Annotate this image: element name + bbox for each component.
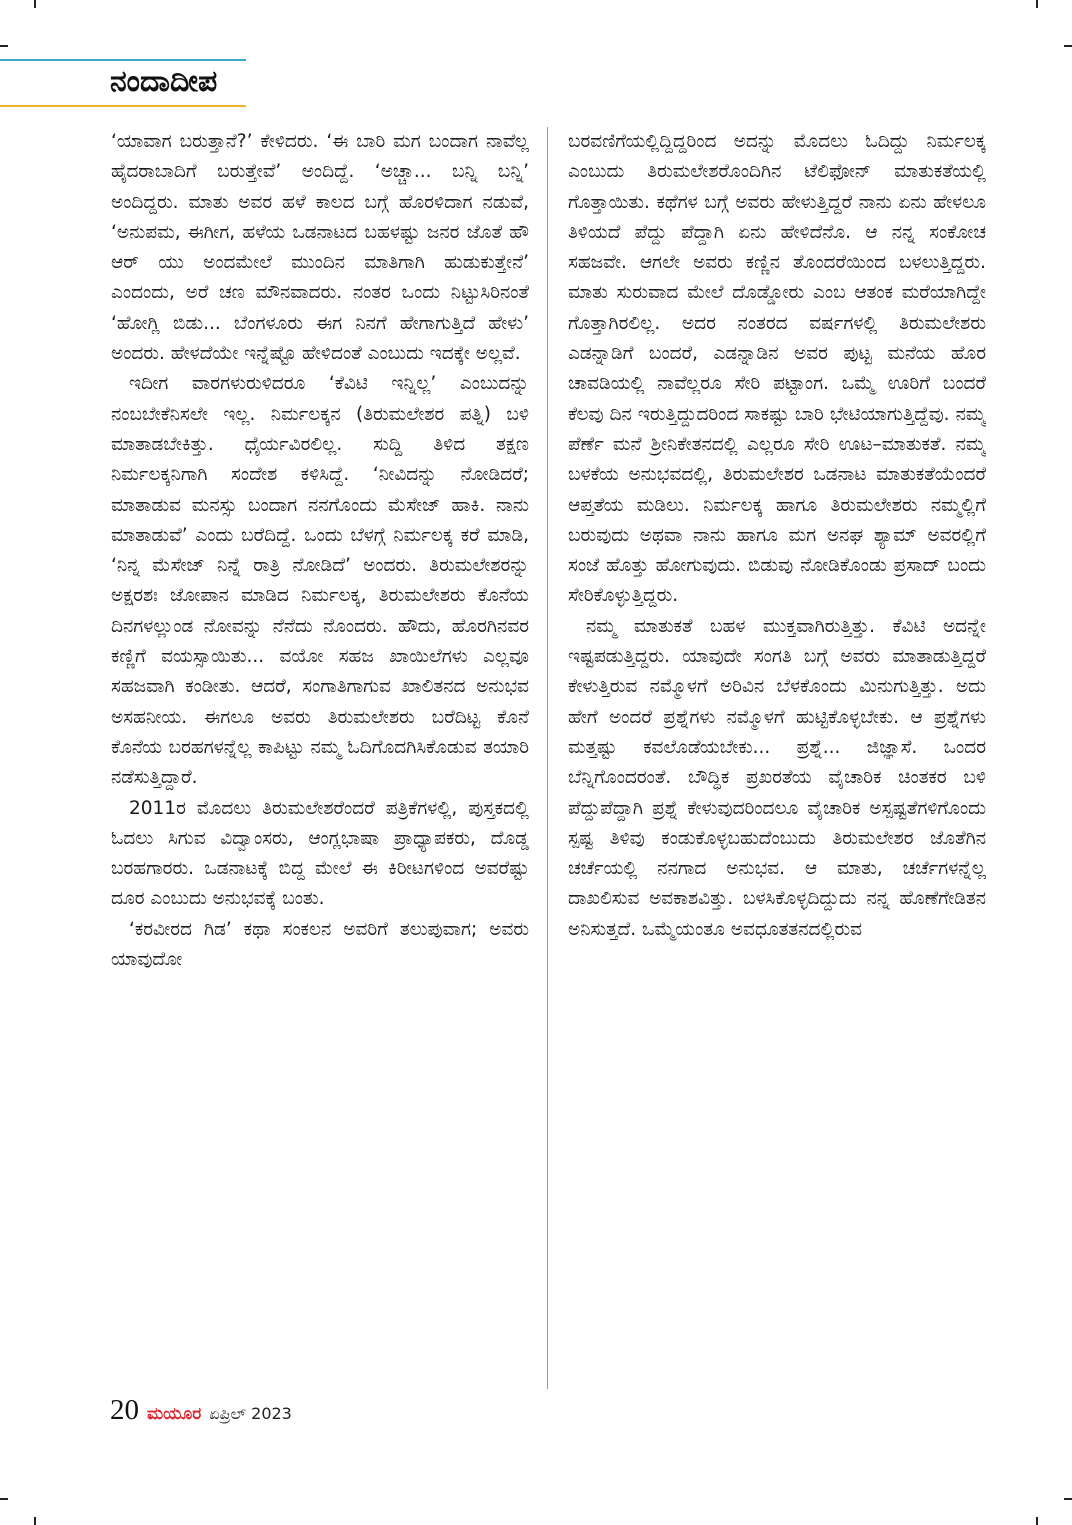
crop-mark [34,1517,36,1525]
column-divider [547,127,548,1389]
paragraph: ಬರವಣಿಗೆಯಲ್ಲಿದ್ದಿದ್ದರಿಂದ ಅದನ್ನು ಮೊದಲು ಓದಿದ್ದು ನಿರ್ಮಲಕ್ಕ ಎಂಬುದು ತಿರುಮಲೇಶರೊಂದಿಗಿನ ಟೆಲಿಫೋನ್ ಮಾತುಕತೆಯಲ್ಲಿ ಗೊತ್ತಾಯಿತು. ಕಥೆಗಳ ಬಗ್ಗೆ ಅವರು ಹೇಳುತ್ತಿದ್ದರೆ ನಾನು ಏನು ಹೇಳಲೂ ತಿಳಿಯದೆ ಪೆದ್ದು ಪೆದ್ದಾಗಿ ಏನು ಹೇಳಿದೆನೊ. ಆ ನನ್ನ ಸಂಕೋಚ ಸಹಜವೇ. ಆಗಲೇ ಅವರು ಕಣ್ಣಿನ ತೊಂದರೆಯಿಂದ ಬಳಲುತ್ತಿದ್ದರು. ಮಾತು ಸುರುವಾದ ಮೇಲೆ ದೊಡ್ಡೋರು ಎಂಬ ಆತಂಕ ಮರೆಯಾಗಿದ್ದೇ ಗೊತ್ತಾಗಿರಲಿಲ್ಲ. ಅದರ ನಂತರದ ವರ್ಷಗಳಲ್ಲಿ ತಿರುಮಲೇಶರು ಎಡನ್ನಾಡಿಗೆ ಬಂದರೆ, ಎಡನ್ನಾಡಿನ ಅವರ ಪುಟ್ಟ ಮನೆಯ ಹೊರ ಚಾವಡಿಯಲ್ಲಿ ನಾವೆಲ್ಲರೂ ಸೇರಿ ಪಟ್ಟಾಂಗ. ಒಮ್ಮೆ ಊರಿಗೆ ಬಂದರೆ ಕೆಲವು ದಿನ ಇರುತ್ತಿದ್ದುದರಿಂದ ಸಾಕಷ್ಟು ಬಾರಿ ಭೇಟಿಯಾಗುತ್ತಿದ್ದೆವು. ನಮ್ಮ ಪೆರ್ಣೆ ಮನೆ ಶ್ರೀನಿಕೇತನದಲ್ಲಿ ಎಲ್ಲರೂ ಸೇರಿ ಊಟ–ಮಾತುಕತೆ. ನಮ್ಮ ಬಳಕೆಯ ಅನುಭವದಲ್ಲಿ, ತಿರುಮಲೇಶರ ಒಡನಾಟ ಮಾತುಕತೆಯೆಂದರೆ ಆಪ್ತತೆಯ ಮಡಿಲು. ನಿರ್ಮಲಕ್ಕ ಹಾಗೂ ತಿರುಮಲೇಶರು ನಮ್ಮಲ್ಲಿಗೆ ಬರುವುದು ಅಥವಾ ನಾನು ಹಾಗೂ ಮಗ ಅನಘ ಶ್ಯಾಮ್ ಅವರಲ್ಲಿಗೆ ಸಂಜೆ ಹೊತ್ತು ಹೋಗುವುದು. ಬಿಡುವು ನೋಡಿಕೊಂಡು ಪ್ರಸಾದ್ ಬಂದು ಸೇರಿಕೊಳ್ಳುತ್ತಿದ್ದರು. [568,131,986,607]
paragraph: ಇದೀಗ ವಾರಗಳುರುಳಿದರೂ ‘ಕೆವಿಟಿ ಇನ್ನಿಲ್ಲ’ ಎಂಬುದನ್ನು ನಂಬಬೇಕೆನಿಸಲೇ ಇಲ್ಲ. ನಿರ್ಮಲಕ್ಕನ (ತಿರುಮಲೇಶರ ಪತ್ನಿ) ಬಳಿ ಮಾತಾಡಬೇಕಿತ್ತು. ಧೈರ್ಯವಿರಲಿಲ್ಲ. ಸುದ್ದಿ ತಿಳಿದ ತಕ್ಷಣ ನಿರ್ಮಲಕ್ಕನಿಗಾಗಿ ಸಂದೇಶ ಕಳಿಸಿದ್ದೆ. ‘ನೀವಿದನ್ನು ನೋಡಿದರೆ; ಮಾತಾಡುವ ಮನಸ್ಸು ಬಂದಾಗ ನನಗೊಂದು ಮೆಸೇಜ್ ಹಾಕಿ. ನಾನು ಮಾತಾಡುವೆ’ ಎಂದು ಬರೆದಿದ್ದೆ. ಒಂದು ಬೆಳಗ್ಗೆ ನಿರ್ಮಲಕ್ಕ ಕರೆ ಮಾಡಿ, ‘ನಿನ್ನ ಮೆಸೇಜ್ ನಿನ್ನೆ ರಾತ್ರಿ ನೋಡಿದೆ’ ಅಂದರು. ತಿರುಮಲೇಶರನ್ನು ಅಕ್ಷರಶಃ ಜೋಪಾನ ಮಾಡಿದ ನಿರ್ಮಲಕ್ಕ, ತಿರುಮಲೇಶರು ಕೊನೆಯ ದಿನಗಳಲ್ಲುಂಡ ನೋವನ್ನು ನೆನೆದು ನೊಂದರು. ಹೌದು, ಹೊರಗಿನವರ ಕಣ್ಣಿಗೆ ವಯಸ್ಸಾಯಿತು... ವಯೋ ಸಹಜ ಖಾಯಿಲೆಗಳು ಎಲ್ಲವೂ ಸಹಜವಾಗಿ ಕಂಡೀತು. ಆದರೆ, ಸಂಗಾತಿಗಾಗುವ ಖಾಲಿತನದ ಅನುಭವ ಅಸಹನೀಯ. ಈಗಲೂ ಅವರು ತಿರುಮಲೇಶರು ಬರೆದಿಟ್ಟ ಕೊನೆ ಕೊನೆಯ ಬರಹಗಳನ್ನೆಲ್ಲ ಕಾಪಿಟ್ಟು ನಮ್ಮ ಓದಿಗೊದಗಿಸಿಕೊಡುವ ತಯಾರಿ ನಡೆಸುತ್ತಿದ್ದಾರೆ. [111,373,529,789]
paragraph: 2011ರ ಮೊದಲು ತಿರುಮಲೇಶರೆಂದರೆ ಪತ್ರಿಕೆಗಳಲ್ಲಿ, ಪುಸ್ತಕದಲ್ಲಿ ಓದಲು ಸಿಗುವ ವಿದ್ವಾಂಸರು, ಆಂಗ್ಲಭಾಷಾ ಪ್ರಾಧ್ಯಾಪಕರು, ದೊಡ್ಡ ಬರಹಗಾರರು. ಒಡನಾಟಕ್ಕೆ ಬಿದ್ದ ಮೇಲೆ ಈ ಕಿರೀಟಗಳಿಂದ ಅವರೆಷ್ಟು ದೂರ ಎಂಬುದು ಅನುಭವಕ್ಕೆ ಬಂತು. [111,797,529,910]
crop-mark [1064,1498,1072,1500]
paragraph: ‘ಕರವೀರದ ಗಿಡ’ ಕಥಾ ಸಂಕಲನ ಅವರಿಗೆ ತಲುಪುವಾಗ; ಅವರು ಯಾವುದೋ [111,918,529,971]
paragraph: ‘ಯಾವಾಗ ಬರುತ್ತಾನೆ?’ ಕೇಳಿದರು. ‘ಈ ಬಾರಿ ಮಗ ಬಂದಾಗ ನಾವೆಲ್ಲ ಹೈದರಾಬಾದಿಗೆ ಬರುತ್ತೇವೆ’ ಅಂದಿದ್ದೆ. ‘ಅಚ್ಚಾ... ಬನ್ನಿ ಬನ್ನಿ’ ಅಂದಿದ್ದರು. ಮಾತು ಅವರ ಹಳೆ ಕಾಲದ ಬಗ್ಗೆ ಹೊರಳಿದಾಗ ನಡುವೆ, ‘ಅನುಪಮ, ಈಗೀಗ, ಹಳೆಯ ಒಡನಾಟದ ಬಹಳಷ್ಟು ಜನರ ಜೊತೆ ಹೌ ಆರ್ ಯು ಅಂದಮೇಲೆ ಮುಂದಿನ ಮಾತಿಗಾಗಿ ಹುಡುಕುತ್ತೇನೆ’ ಎಂದಂದು, ಅರೆ ಚಣ ಮೌನವಾದರು. ನಂತರ ಒಂದು ನಿಟ್ಟುಸಿರಿನಂತೆ ‘ಹೋಗ್ಲಿ ಬಿಡು... ಬೆಂಗಳೂರು ಈಗ ನಿನಗೆ ಹೇಗಾಗುತ್ತಿದೆ ಹೇಳು’ ಅಂದರು. ಹೇಳದೆಯೇ ಇನ್ನೆಷ್ಟೊ ಹೇಳಿದಂತೆ ಎಂಬುದು ಇದಕ್ಕೇ ಅಲ್ಲವೆ. [111,131,529,365]
page-footer [110,1394,292,1428]
header-rule-top [0,59,246,61]
crop-mark [1064,45,1072,47]
issue-date: ಏಪ್ರಿಲ್ 2023 [209,1404,292,1423]
header-rule-bottom [0,105,246,107]
article-column-left [111,127,529,1382]
section-title: ನಂದಾದೀಪ [110,64,218,99]
paragraph: ನಮ್ಮ ಮಾತುಕತೆ ಬಹಳ ಮುಕ್ತವಾಗಿರುತ್ತಿತ್ತು. ಕೆವಿಟಿ ಅದನ್ನೇ ಇಷ್ಟಪಡುತ್ತಿದ್ದರು. ಯಾವುದೇ ಸಂಗತಿ ಬಗ್ಗೆ ಅವರು ಮಾತಾಡುತ್ತಿದ್ದರೆ ಕೇಳುತ್ತಿರುವ ನಮ್ಮೊಳಗೆ ಅರಿವಿನ ಬೆಳಕೊಂದು ಮಿನುಗುತ್ತಿತ್ತು. ಅದು ಹೇಗೆ ಅಂದರೆ ಪ್ರಶ್ನೆಗಳು ನಮ್ಮೊಳಗೆ ಹುಟ್ಟಿಕೊಳ್ಳಬೇಕು. ಆ ಪ್ರಶ್ನೆಗಳು ಮತ್ತಷ್ಟು ಕವಲೊಡೆಯಬೇಕು... ಪ್ರಶ್ನೆ... ಜಿಜ್ಞಾಸೆ. ಒಂದರ ಬೆನ್ನಿಗೊಂದರಂತೆ. ಬೌದ್ಧಿಕ ಪ್ರಖರತೆಯ ವೈಚಾರಿಕ ಚಿಂತಕರ ಬಳಿ ಪೆದ್ದುಪೆದ್ದಾಗಿ ಪ್ರಶ್ನೆ ಕೇಳುವುದರಿಂದಲೂ ವೈಚಾರಿಕ ಅಸ್ಪಷ್ಟತೆಗಳಿಗೊಂದು ಸ್ಪಷ್ಟ ತಿಳಿವು ಕಂಡುಕೊಳ್ಳಬಹುದೆಂಬುದು ತಿರುಮಲೇಶರ ಜೊತೆಗಿನ ಚರ್ಚೆಯಲ್ಲಿ ನನಗಾದ ಅನುಭವ. ಆ ಮಾತು, ಚರ್ಚೆಗಳನ್ನೆಲ್ಲ ದಾಖಲಿಸುವ ಅವಕಾಶವಿತ್ತು. ಬಳಸಿಕೊಳ್ಳದಿದ್ದುದು ನನ್ನ ಹೊಣೆಗೇಡಿತನ ಅನಿಸುತ್ತದೆ. ಒಮ್ಮೆಯಂತೂ ಅವಧೂತತನದಲ್ಲಿರುವ [568,615,986,940]
crop-mark [0,45,8,47]
page-number: 20 [110,1394,139,1426]
crop-mark [1036,1517,1038,1525]
article-column-right [568,127,986,1382]
crop-mark [34,0,36,8]
crop-mark [0,1498,8,1500]
magazine-name: ಮಯೂರ [147,1404,202,1424]
crop-mark [1036,0,1038,8]
